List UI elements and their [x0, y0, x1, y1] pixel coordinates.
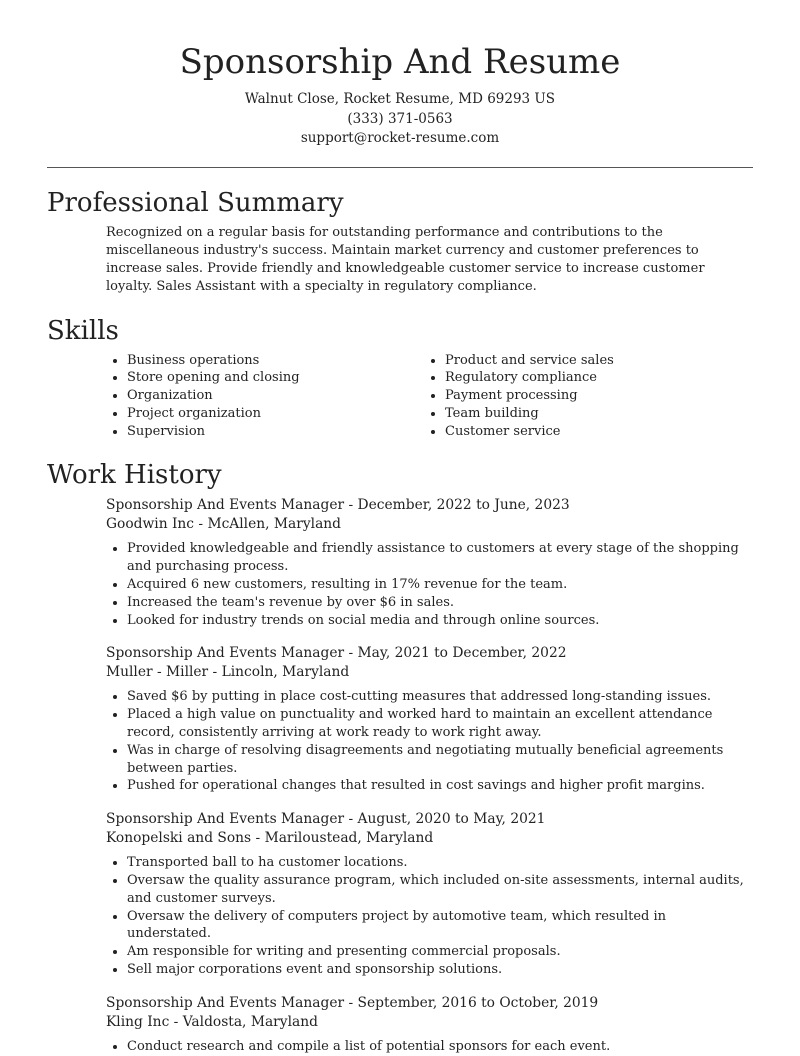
job-bullets — [106, 854, 752, 979]
job-bullet: • Was in charge of resolving disagreements and negotiating mutually beneficial agreements between parties. — [127, 742, 752, 778]
skills-list — [106, 352, 800, 441]
summary-text: Recognized on a regular basis for outstanding performance and contributions to the miscellaneous industry's success. Maintain market currency and customer preferences to increase sales. Provide friendly and knowledgeable customer service to increase customer loyalty. Sales Assistant with a specialty in regulatory compliance. — [106, 224, 705, 294]
job-entry — [106, 644, 752, 795]
skill-item: • Payment processing — [445, 387, 614, 405]
phone: (333) 371-0563 — [347, 110, 453, 127]
skill-item: • Business operations — [127, 352, 424, 370]
job-bullets — [106, 1038, 752, 1056]
header-divider — [47, 167, 753, 168]
job-bullet: • Placed a high value on punctuality and worked hard to maintain an excellent attendance record, consistently arriving at work ready to work right away. — [127, 706, 752, 742]
job-company: Muller - Miller - Lincoln, Maryland — [106, 664, 350, 681]
skill-item: • Store opening and closing — [127, 369, 424, 387]
job-bullet: • Acquired 6 new customers, resulting in 17% revenue for the team. — [127, 576, 752, 594]
job-bullet: • Sell major corporations event and sponsorship solutions. — [127, 961, 752, 979]
job-bullet: • Transported ball to ha customer locations. — [127, 854, 752, 872]
job-bullets — [106, 540, 752, 629]
skill-item: • Organization — [127, 387, 424, 405]
job-title: Sponsorship And Events Manager - August, 2020 to May, 2021 — [106, 811, 546, 828]
summary-heading: Professional Summary — [47, 187, 344, 218]
job-bullet: • Oversaw the quality assurance program, which included on-site assessments, internal audits, and customer surveys. — [127, 872, 752, 908]
job-bullets — [106, 688, 752, 795]
skill-item: • Team building — [445, 405, 614, 423]
job-company: Goodwin Inc - McAllen, Maryland — [106, 516, 342, 533]
job-title: Sponsorship And Events Manager - December, 2022 to June, 2023 — [106, 497, 570, 514]
candidate-name: Sponsorship And Resume — [179, 42, 621, 82]
contact-info — [0, 90, 800, 149]
skills-column-right — [424, 352, 614, 441]
job-bullet: • Saved $6 by putting in place cost-cutting measures that addressed long-standing issues. — [127, 688, 752, 706]
job-bullet: • Increased the team's revenue by over $6 in sales. — [127, 594, 752, 612]
email: support@rocket-resume.com — [300, 130, 500, 146]
resume-header — [0, 0, 800, 149]
skill-item: • Product and service sales — [445, 352, 614, 370]
job-company: Kling Inc - Valdosta, Maryland — [106, 1013, 318, 1030]
skill-item: • Customer service — [445, 423, 614, 441]
skills-column-left — [106, 352, 424, 441]
skill-item: • Supervision — [127, 423, 424, 441]
work-history-heading: Work History — [47, 460, 222, 491]
job-bullet: • Oversaw the delivery of computers project by automotive team, which resulted in understated. — [127, 908, 752, 944]
skill-item: • Project organization — [127, 405, 424, 423]
job-bullet: • Provided knowledgeable and friendly assistance to customers at every stage of the shopping and purchasing process. — [127, 540, 752, 576]
job-bullet: • Am responsible for writing and presenting commercial proposals. — [127, 943, 752, 961]
skill-item: • Regulatory compliance — [445, 369, 614, 387]
job-entry — [106, 496, 752, 629]
address: Walnut Close, Rocket Resume, MD 69293 US — [244, 91, 556, 107]
job-entry — [106, 810, 752, 979]
job-entry — [106, 994, 752, 1056]
job-title: Sponsorship And Events Manager - September, 2016 to October, 2019 — [106, 994, 599, 1011]
job-bullet: • Pushed for operational changes that resulted in cost savings and higher profit margins. — [127, 777, 752, 795]
job-bullet: • Looked for industry trends on social media and through online sources. — [127, 612, 752, 630]
job-company: Konopelski and Sons - Mariloustead, Maryland — [106, 830, 434, 847]
skills-heading: Skills — [47, 315, 119, 346]
job-title: Sponsorship And Events Manager - May, 2021 to December, 2022 — [106, 645, 567, 662]
job-bullet: • Conduct research and compile a list of potential sponsors for each event. — [127, 1038, 752, 1056]
